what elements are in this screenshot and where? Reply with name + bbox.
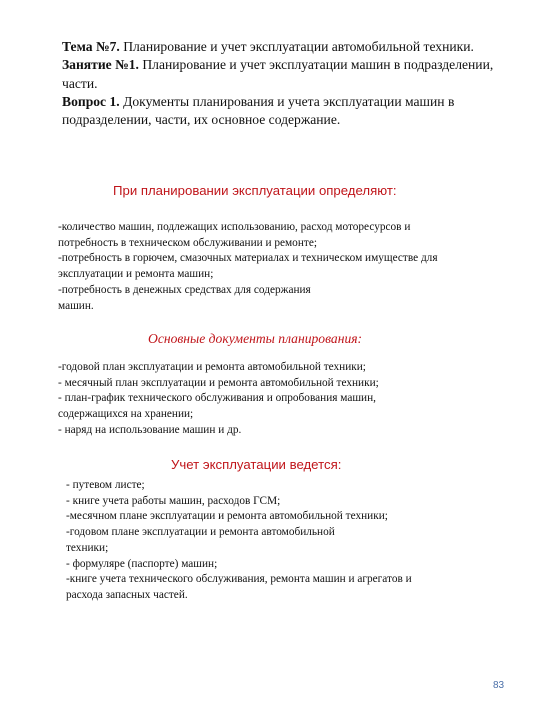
section1-line: -потребность в горючем, смазочных материалах и техническом имуществе для	[58, 252, 438, 265]
question-line	[62, 93, 524, 130]
section3-line: - путевом листе;	[66, 479, 145, 491]
section3-line: -книге учета технического обслуживания, ремонта машин и агрегатов и	[66, 573, 412, 586]
lesson-line	[62, 56, 524, 93]
section2-line: - план-график технического обслуживания и опробования машин,	[58, 392, 376, 405]
topic-label: Тема №7.	[62, 39, 120, 54]
section1-line: эксплуатации и ремонта машин;	[58, 268, 214, 281]
section1-title: При планировании эксплуатации определяют:	[113, 183, 397, 198]
section3-line: техники;	[66, 541, 109, 554]
lesson-label: Занятие №1.	[62, 57, 139, 73]
section1-line: -количество машин, подлежащих использованию, расход моторесурсов и	[58, 221, 411, 233]
section2-line: - месячный план эксплуатации и ремонта автомобильной техники;	[58, 376, 379, 389]
section1-body	[58, 220, 438, 314]
section1-line: машин.	[58, 299, 94, 312]
section2-line: содержащихся на хранении;	[58, 408, 194, 421]
page-number: 83	[493, 680, 505, 691]
section2-line: - наряд на использование машин и др.	[58, 423, 242, 436]
section3-title: Учет эксплуатации ведется:	[171, 457, 342, 472]
section3-line: - книге учета работы машин, расходов ГСМ;	[66, 494, 281, 507]
question-label: Вопрос 1.	[62, 93, 120, 109]
topic-text: Планирование и учет эксплуатации автомобильной техники.	[119, 39, 474, 54]
topic-line	[62, 38, 524, 56]
section1-line: потребность в техническом обслуживании и ремонте;	[58, 236, 317, 249]
section3-line: -годовом плане эксплуатации и ремонта автомобильной	[66, 526, 335, 539]
section2-body	[58, 360, 379, 439]
section3-line: - формуляре (паспорте) машин;	[66, 557, 218, 570]
document-header	[62, 38, 524, 129]
question-text: Документы планирования и учета эксплуатации машин в подразделении, части, их основное содержание.	[62, 93, 455, 128]
section1-line: -потребность в денежных средствах для содержания	[58, 283, 311, 296]
section3-body	[66, 478, 412, 604]
section2-title: Основные документы планирования:	[148, 331, 363, 346]
section2-line: -годовой план эксплуатации и ремонта автомобильной техники;	[58, 361, 366, 373]
section3-line: -месячном плане эксплуатации и ремонта автомобильной техники;	[66, 510, 388, 523]
lesson-text: Планирование и учет эксплуатации машин в подразделении, части.	[62, 57, 494, 91]
section3-line: расхода запасных частей.	[66, 588, 188, 601]
